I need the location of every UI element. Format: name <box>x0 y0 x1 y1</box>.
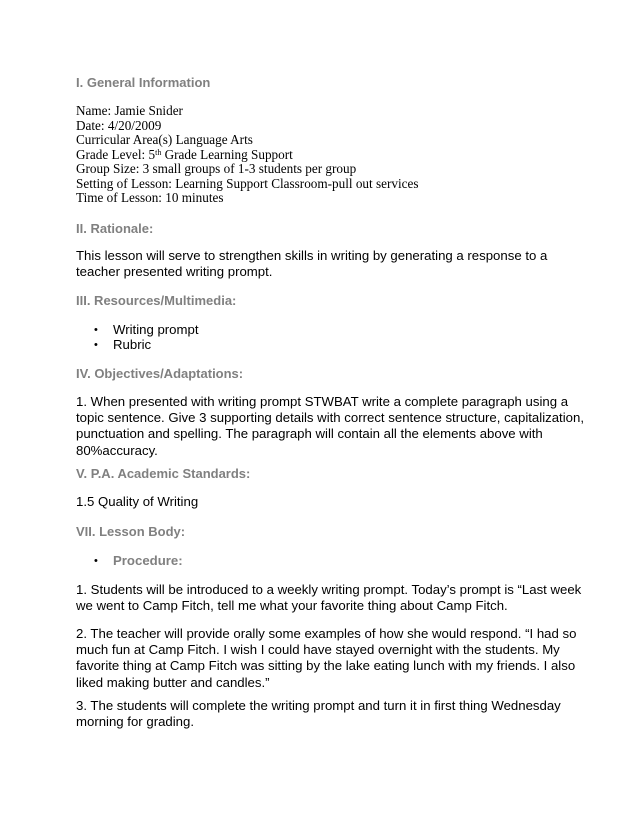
grade-superscript: th <box>155 147 162 157</box>
resource-item-text: Rubric <box>113 337 152 352</box>
rationale-line: This lesson will serve to strengthen skills in writing by generating a response to a <box>76 248 548 263</box>
setting-line: Setting of Lesson: Learning Support Classroom-pull out services <box>76 175 419 191</box>
step-line: 2. The teacher will provide orally some examples of how she would respond. “I had so <box>76 626 577 641</box>
objectives-line: 80%accuracy. <box>76 442 158 458</box>
step-line: morning for grading. <box>76 714 195 730</box>
standards-heading: V. P.A. Academic Standards: <box>76 466 251 481</box>
name-line: Name: Jamie Snider <box>76 103 183 118</box>
rationale-heading: II. Rationale: <box>76 221 154 236</box>
objectives-heading: IV. Objectives/Adaptations: <box>76 366 244 381</box>
group-size-line: Group Size: 3 small groups of 1-3 students per group <box>76 161 357 176</box>
rationale-line: teacher presented writing prompt. <box>76 264 273 280</box>
step-line: much fun at Camp Fitch. I wish I could have stayed overnight with the students. My <box>76 642 560 658</box>
step-line: 3. The students will complete the writing prompt and turn it in first thing Wednesday <box>76 698 561 713</box>
objectives-line: 1. When presented with writing prompt STWBAT write a complete paragraph using a <box>76 394 569 409</box>
objectives-line: punctuation and spelling. The paragraph will contain all the elements above with <box>76 426 543 442</box>
resource-item-text: Writing prompt <box>113 322 199 337</box>
standards-text <box>76 494 198 510</box>
step-line: 1. Students will be introduced to a weekly writing prompt. Today’s prompt is “Last week <box>76 582 582 597</box>
procedure-step-2 <box>76 626 576 691</box>
general-information-block <box>76 104 418 206</box>
grade-prefix: Grade Level: 5 <box>76 146 156 162</box>
grade-suffix: Grade Learning Support <box>161 146 293 162</box>
date-line: Date: 4/20/2009 <box>76 117 162 133</box>
resources-heading: III. Resources/Multimedia: <box>76 293 237 308</box>
objectives-text <box>76 394 584 459</box>
standards-line: 1.5 Quality of Writing <box>76 494 199 509</box>
curricular-line: Curricular Area(s) Language Arts <box>76 132 253 147</box>
procedure-label: Procedure: <box>113 553 183 568</box>
objectives-line: topic sentence. Give 3 supporting details with correct sentence structure, capitalization, <box>76 410 584 426</box>
procedure-step-3 <box>76 698 561 730</box>
step-line: liked making butter and candles.” <box>76 674 270 690</box>
step-line: favorite thing at Camp Fitch was sitting by the lake eating lunch with my friends. I also <box>76 658 576 674</box>
lesson-body-heading: VII. Lesson Body: <box>76 524 186 539</box>
time-line: Time of Lesson: 10 minutes <box>76 190 224 205</box>
bullet-icon: • <box>94 324 98 336</box>
bullet-icon: • <box>94 555 98 567</box>
step-line: we went to Camp Fitch, tell me what your favorite thing about Camp Fitch. <box>76 598 508 614</box>
bullet-icon: • <box>94 339 98 351</box>
rationale-text <box>76 248 547 280</box>
procedure-step-1 <box>76 582 581 614</box>
general-information-heading: I. General Information <box>76 75 211 90</box>
grade-line <box>76 148 418 163</box>
